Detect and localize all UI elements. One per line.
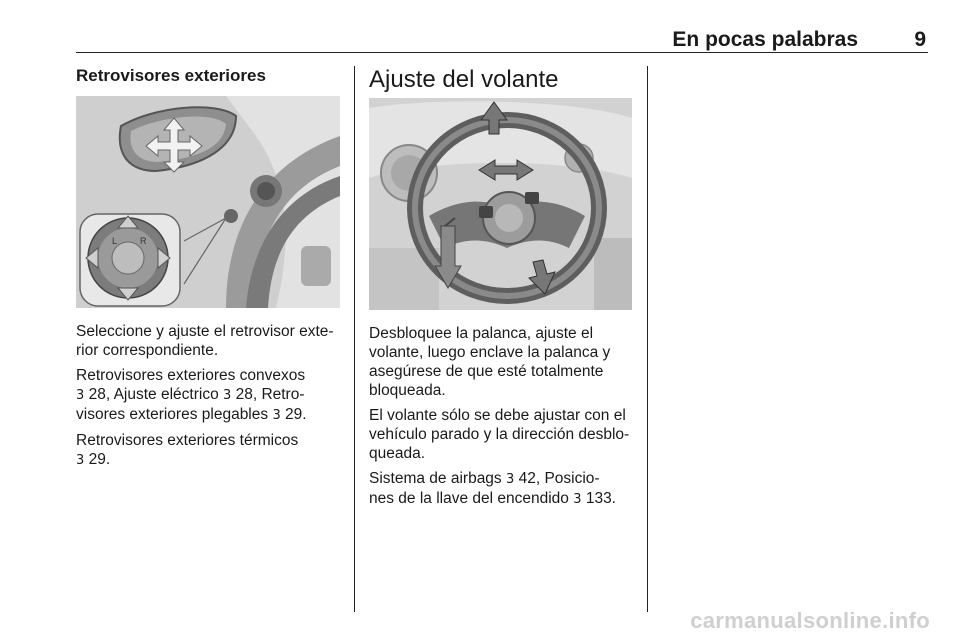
page-ref-icon: 3: [76, 453, 85, 468]
paragraph-airbags-ref: [369, 469, 641, 509]
text-line: Retrovisores exteriores térmicos: [76, 432, 299, 449]
svg-text:R: R: [140, 236, 147, 246]
steering-wheel-illustration: [369, 98, 632, 310]
header-rule: [76, 52, 928, 53]
page-ref-icon: 3: [223, 388, 232, 403]
page-number: 9: [914, 28, 926, 51]
paragraph-adjust-stationary: El volante sólo se debe ajustar con el vehículo parado y la dirección desblo- queada.: [369, 407, 630, 462]
heading-retrovisores: Retrovisores exteriores: [76, 66, 266, 85]
page-title: En pocas palabras: [672, 28, 858, 51]
left-text-block: [76, 322, 346, 470]
page-header: [76, 28, 928, 54]
column-divider-left: [354, 66, 355, 612]
heading-ajuste-volante: Ajuste del volante: [369, 66, 559, 93]
paragraph-heated-mirrors: [76, 431, 346, 470]
text-line: 133.: [581, 490, 616, 507]
text-line: Retrovisores exteriores convexos: [76, 367, 306, 384]
page-ref-icon: 3: [506, 472, 515, 487]
column-divider-right: [647, 66, 648, 612]
right-column: [369, 66, 635, 94]
text-line: Sistema de airbags: [369, 470, 506, 487]
watermark: carmanualsonline.info: [690, 608, 930, 633]
mirror-switch-illustration: [76, 96, 340, 308]
left-column: [76, 66, 340, 86]
text-line: visores exteriores plegables: [76, 406, 273, 423]
text-line: nes de la llave del encendido: [369, 490, 574, 507]
page-ref-icon: 3: [573, 492, 582, 507]
page-ref-icon: 3: [272, 408, 281, 423]
text-line: 42, Posicio-: [514, 470, 600, 487]
text-line: 29.: [84, 451, 111, 468]
text-line: 29.: [280, 406, 307, 423]
svg-text:L: L: [112, 236, 118, 246]
right-text-block: [369, 324, 641, 509]
paragraph-unlock-lever: Desbloquee la palanca, ajuste el volante, luego enclave la palanca y asegúrese de que esté totalmente bloqueada.: [369, 325, 611, 399]
text-line: 28, Retro-: [231, 386, 305, 403]
paragraph-select-mirror: Seleccione y ajuste el retrovisor exte- rior correspondiente.: [76, 323, 334, 359]
text-line: 28, Ajuste eléctrico: [84, 386, 223, 403]
page-ref-icon: 3: [76, 388, 85, 403]
paragraph-convex-mirrors: [76, 366, 346, 425]
